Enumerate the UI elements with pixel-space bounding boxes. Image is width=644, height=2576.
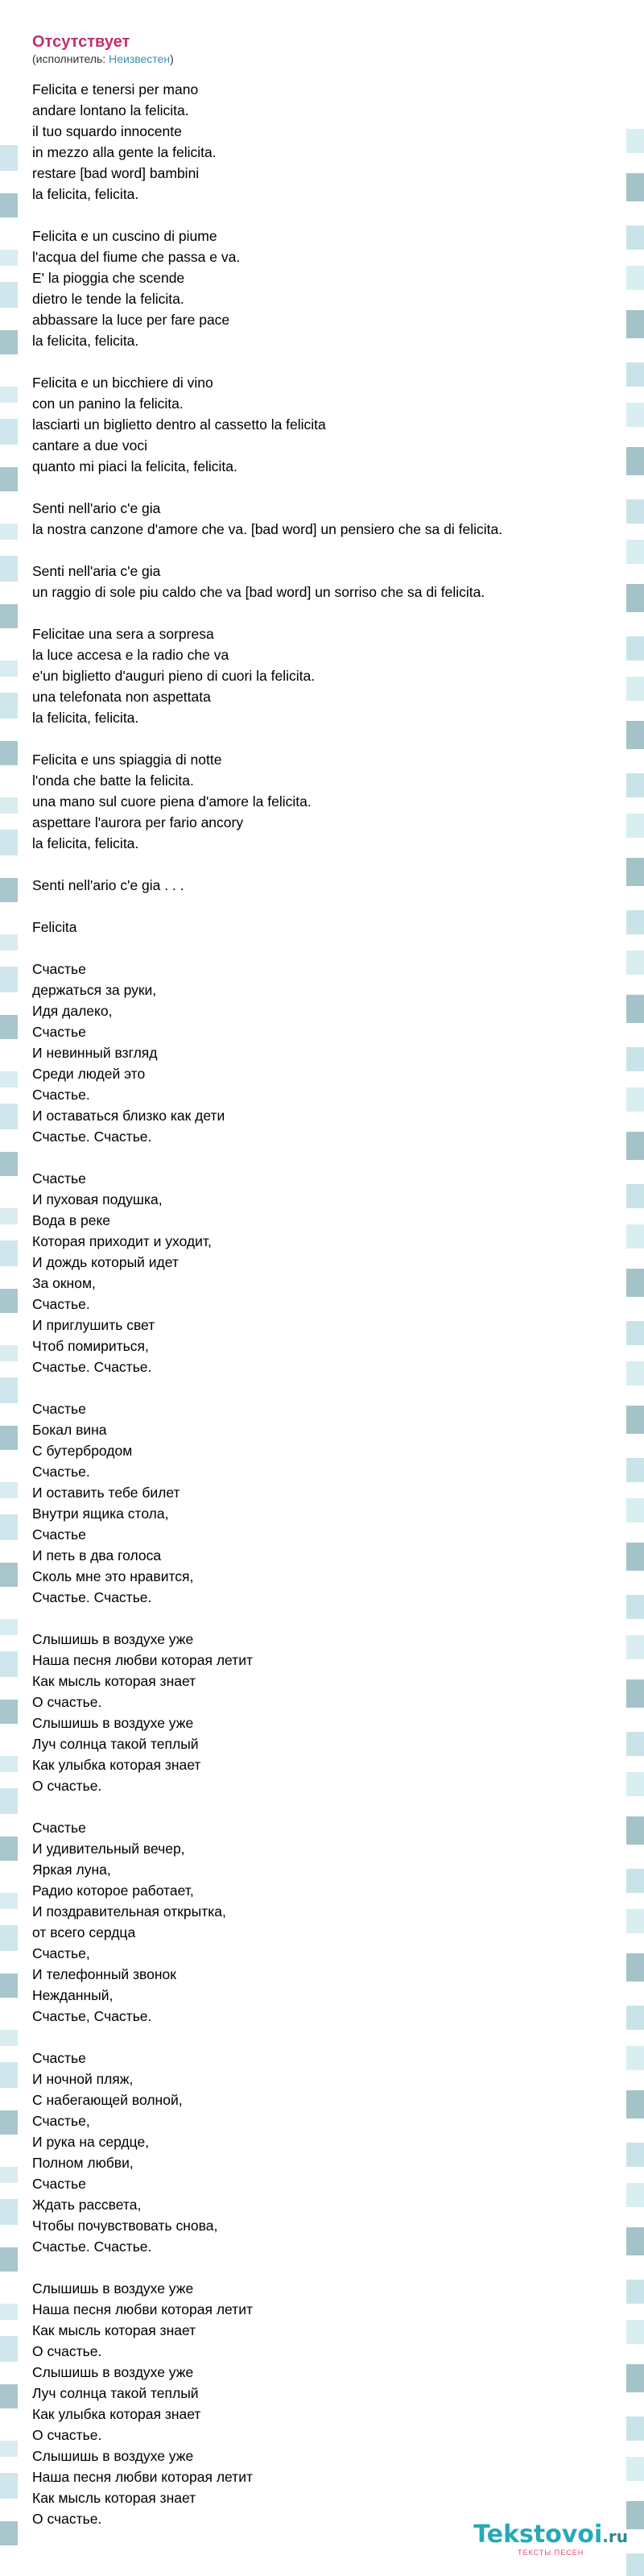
lyrics-line: in mezzo alla gente la felicita. <box>32 144 217 160</box>
lyrics-line: держаться за руки, <box>32 982 157 998</box>
lyrics-line: Полном любви, <box>32 2155 134 2171</box>
lyrics-line: И приглушить свет <box>32 1317 155 1333</box>
lyrics-stanza <box>32 1168 612 1377</box>
lyrics-line: Чтобы почувствовать снова, <box>32 2218 218 2234</box>
lyrics-line: Вода в реке <box>32 1212 111 1228</box>
artist-link[interactable]: Неизвестен <box>109 52 171 65</box>
lyrics-line: Senti nell'ario c'e gia <box>32 500 161 516</box>
lyrics-line: Как улыбка которая знает <box>32 2406 201 2422</box>
logo-wordmark <box>473 2520 628 2549</box>
lyrics-line: от всего сердца <box>32 1924 136 1940</box>
lyrics-stanza <box>32 226 612 351</box>
lyrics-line: lasciarti un biglietto dentro al cassetto la felicita <box>32 416 326 433</box>
lyrics-line: Счастье <box>32 1170 86 1187</box>
lyrics-line: Счастье, <box>32 2113 90 2129</box>
lyrics-line: andare lontano la felicita. <box>32 102 189 118</box>
lyrics-stanza <box>32 2278 612 2529</box>
lyrics-stanza <box>32 875 612 896</box>
lyrics-line: la felicita, felicita. <box>32 710 139 726</box>
lyrics-line: О счастье. <box>32 2343 102 2359</box>
lyrics-line: cantare a due voci <box>32 437 148 453</box>
lyrics-line: Счастье. <box>32 1296 90 1312</box>
lyrics-stanza <box>32 498 612 540</box>
lyrics-line: una telefonata non aspettata <box>32 689 211 705</box>
song-subtitle <box>32 52 612 66</box>
lyrics-stanza <box>32 1629 612 1796</box>
lyrics-line: con un panino la felicita. <box>32 396 184 412</box>
lyrics-line: Счастье. <box>32 1464 90 1480</box>
lyrics-line: О счастье. <box>32 1778 102 1794</box>
lyrics-line: Луч солнца такой теплый <box>32 2385 199 2401</box>
lyrics-line: Счастье. Счастье. <box>32 2238 152 2255</box>
lyrics-line: И ночной пляж, <box>32 2071 134 2087</box>
lyrics-line: Счастье, Счастье. <box>32 2008 152 2024</box>
lyrics-line: Senti nell'aria c'e gia <box>32 563 161 579</box>
lyrics-line: О счастье. <box>32 2511 102 2527</box>
lyrics-line: dietro le tende la felicita. <box>32 291 184 307</box>
lyrics-line: И телефонный звонок <box>32 1966 176 1982</box>
lyrics-line: Счастье. Счастье. <box>32 1589 152 1605</box>
lyrics-line: Счастье <box>32 1401 86 1417</box>
lyrics-line: Ждать рассвета, <box>32 2197 142 2213</box>
lyrics-line: Внутри ящика стола, <box>32 1505 169 1522</box>
lyrics-line: И поздравительная открытка, <box>32 1903 226 1920</box>
lyrics-line: И удивительный вечер, <box>32 1841 185 1857</box>
lyrics-line: Felicita e uns spiaggia di notte <box>32 752 222 768</box>
lyrics-line: la luce accesa e la radio che va <box>32 647 229 663</box>
lyrics-line: Яркая луна, <box>32 1862 111 1878</box>
lyrics-stanza <box>32 561 612 603</box>
lyrics-line: Счастье. Счастье. <box>32 1359 152 1375</box>
lyrics-line: Луч солнца такой теплый <box>32 1736 199 1752</box>
lyrics-line: Как мысль которая знает <box>32 1673 196 1689</box>
lyrics-line: aspettare l'aurora per fario ancory <box>32 814 244 830</box>
lyrics-line: Слышишь в воздухе уже <box>32 1631 194 1647</box>
logo-tld: .ru <box>602 2527 628 2546</box>
lyrics-line: la felicita, felicita. <box>32 333 139 349</box>
lyrics-line: Felicita e un cuscino di piume <box>32 228 217 244</box>
lyrics-line: И оставить тебе билет <box>32 1485 180 1501</box>
lyrics-body <box>32 79 612 2529</box>
lyrics-stanza <box>32 917 612 938</box>
lyrics-line: Слышишь в воздухе уже <box>32 2280 194 2296</box>
left-decorative-stripe <box>0 129 18 2576</box>
lyrics-line: una mano sul cuore piena d'amore la felicita. <box>32 793 312 810</box>
lyrics-stanza <box>32 749 612 854</box>
lyrics-stanza <box>32 1817 612 2027</box>
song-title: Отсутствует <box>32 33 130 51</box>
lyrics-line: И петь в два голоса <box>32 1547 162 1563</box>
lyrics-line: Слышишь в воздухе уже <box>32 1715 194 1731</box>
lyrics-stanza <box>32 2048 612 2257</box>
lyrics-line: Как мысль которая знает <box>32 2322 196 2338</box>
lyrics-line: Среди людей это <box>32 1066 146 1082</box>
lyrics-line: E' la pioggia che scende <box>32 270 185 286</box>
lyrics-line: Слышишь в воздухе уже <box>32 2448 194 2464</box>
lyrics-line: Как улыбка которая знает <box>32 1757 201 1773</box>
lyrics-line: Идя далеко, <box>32 1003 113 1019</box>
lyrics-line: Которая приходит и уходит, <box>32 1233 212 1249</box>
lyrics-stanza <box>32 959 612 1147</box>
lyrics-line: Наша песня любви которая летит <box>32 2301 253 2317</box>
logo-tagline: ТЕКСТЫ ПЕСЕН <box>517 2549 584 2557</box>
lyrics-line: Слышишь в воздухе уже <box>32 2364 194 2380</box>
lyrics-line: Счастье <box>32 1024 86 1040</box>
lyrics-stanza <box>32 372 612 477</box>
lyrics-line: Felicita <box>32 919 77 935</box>
lyrics-line: Сколь мне это нравится, <box>32 1568 194 1584</box>
lyrics-line: abbassare la luce per fare pace <box>32 312 230 328</box>
lyrics-line: Радио которое работает, <box>32 1882 194 1899</box>
subtitle-prefix: (исполнитель: <box>32 52 109 65</box>
lyrics-line: Счастье <box>32 2050 86 2066</box>
lyrics-line: С набегающей волной, <box>32 2092 183 2108</box>
lyrics-line: il tuo squardo innocente <box>32 123 182 139</box>
right-decorative-stripe <box>626 129 644 2576</box>
lyrics-line: Felicita e un bicchiere di vino <box>32 375 213 391</box>
lyrics-line: l'acqua del fiume che passa e va. <box>32 249 241 265</box>
lyrics-line: l'onda che batte la felicita. <box>32 772 194 789</box>
lyrics-line: Нежданный, <box>32 1987 114 2003</box>
lyrics-line: Счастье <box>32 2176 86 2192</box>
lyrics-line: la felicita, felicita. <box>32 835 139 851</box>
lyrics-line: О счастье. <box>32 1694 102 1710</box>
lyrics-line: И рука на сердце, <box>32 2134 150 2150</box>
lyrics-line: Счастье. <box>32 1087 90 1103</box>
lyrics-stanza <box>32 623 612 728</box>
lyrics-line: Senti nell'ario c'e gia . . . <box>32 877 184 893</box>
lyrics-stanza <box>32 1398 612 1608</box>
lyrics-line: Счастье <box>32 1820 86 1836</box>
lyrics-line: Счастье, <box>32 1945 90 1961</box>
lyrics-line: Как мысль которая знает <box>32 2490 196 2506</box>
subtitle-suffix: ) <box>170 52 174 65</box>
lyrics-line: restare [bad word] bambini <box>32 165 200 181</box>
lyrics-line: И дождь который идет <box>32 1254 179 1270</box>
lyrics-line: За окном, <box>32 1275 96 1291</box>
lyrics-line: la felicita, felicita. <box>32 186 139 202</box>
site-logo[interactable] <box>473 2520 628 2557</box>
lyrics-line: О счастье. <box>32 2427 102 2443</box>
lyrics-line: Наша песня любви которая летит <box>32 1652 253 1668</box>
lyrics-line: la nostra canzone d'amore che va. [bad word] un pensiero che sa di felicita. <box>32 521 503 537</box>
lyrics-line: Felicita e tenersi per mano <box>32 81 199 97</box>
lyrics-line: Бокал вина <box>32 1422 107 1438</box>
lyrics-line: Счастье <box>32 961 86 977</box>
lyrics-line: И невинный взгляд <box>32 1045 158 1061</box>
lyrics-page <box>32 32 612 2550</box>
logo-name: Tekstovoi <box>473 2520 603 2549</box>
lyrics-line: С бутербродом <box>32 1443 133 1459</box>
lyrics-line: Чтоб помириться, <box>32 1338 149 1354</box>
lyrics-line: И пуховая подушка, <box>32 1191 163 1207</box>
lyrics-line: Felicitae una sera a sorpresa <box>32 626 214 642</box>
lyrics-line: un raggio di sole piu caldo che va [bad word] un sorriso che sa di felicita. <box>32 584 485 600</box>
lyrics-line: Наша песня любви которая летит <box>32 2469 253 2485</box>
lyrics-line: Счастье <box>32 1526 86 1543</box>
lyrics-line: И оставаться близко как дети <box>32 1108 225 1124</box>
lyrics-stanza <box>32 79 612 205</box>
lyrics-line: e'un biglietto d'auguri pieno di cuori la felicita. <box>32 668 316 684</box>
lyrics-line: Счастье. Счастье. <box>32 1129 152 1145</box>
lyrics-line: quanto mi piaci la felicita, felicita. <box>32 458 237 474</box>
